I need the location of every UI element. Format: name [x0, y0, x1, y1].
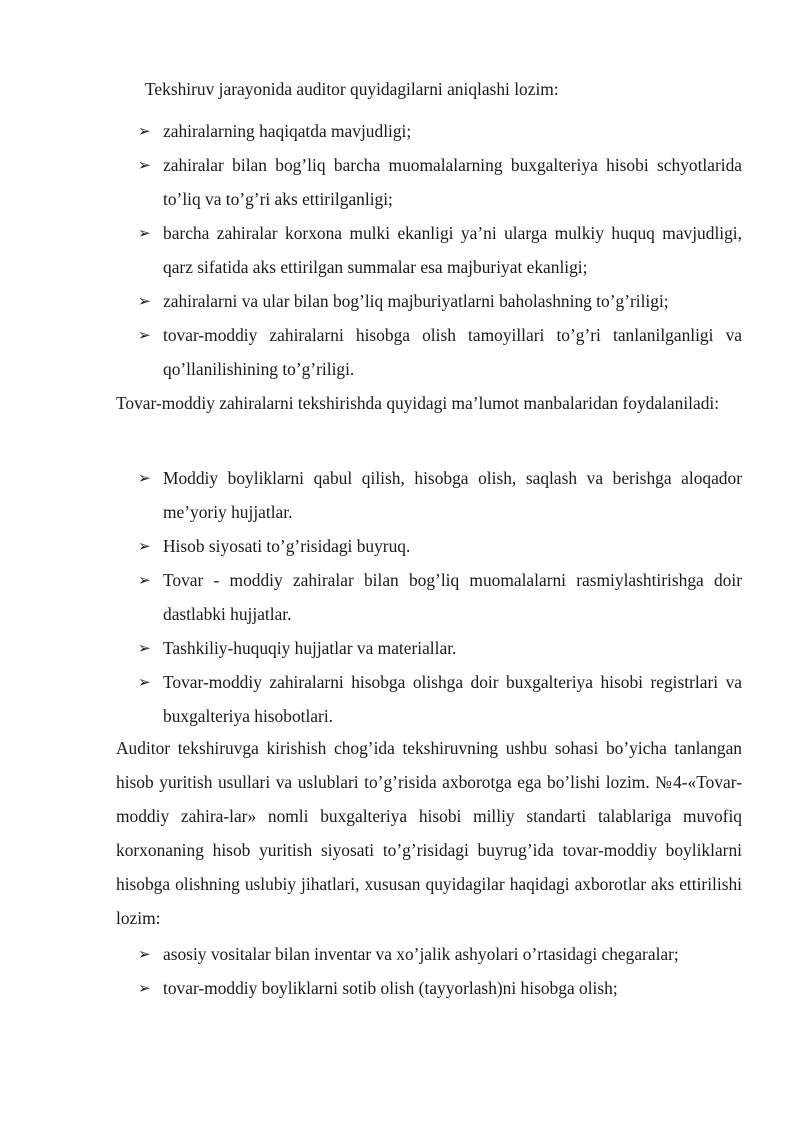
intro-paragraph: Tekshiruv jarayonida auditor quyidagilarni aniqlashi lozim: [145, 79, 559, 99]
arrowhead-bullet-icon: ➢ [138, 639, 151, 657]
list-item: ➢ asosiy vositalar bilan inventar va xo’jalik ashyolari o’rtasidagi chegaralar; [116, 937, 742, 971]
arrowhead-bullet-icon: ➢ [138, 945, 151, 963]
auditor-paragraph: Auditor tekshiruvga kirishish chog’ida tekshiruvning ushbu sohasi bo’yicha tanlangan hisob yuritish usullari va uslublari to’g’risida axborotga ega bo’lishi lozim. №4-«Tovar-moddiy zahira-lar» nomli buxgalteriya hisobi milliy standarti talablariga muvofiq korxonaning hisob yuritish siyosati to’g’risidagi buyrug’ida tovar-moddiy boyliklarni hisobga olishning uslubiy jihatlari, xususan quyidagilar haqidagi axborotlar aks ettirilishi lozim: [116, 738, 742, 928]
arrowhead-bullet-icon: ➢ [138, 122, 151, 140]
arrowhead-bullet-icon: ➢ [138, 224, 151, 242]
list-item: ➢ Tovar-moddiy zahiralarni hisobga olishga doir buxgalteriya hisobi registrlari va buxgalteriya hisobotlari. [116, 665, 742, 733]
list-item: ➢ zahiralarni va ular bilan bog’liq majburiyatlarni baholashning to’g’riligi; [116, 284, 742, 318]
list-item: ➢ barcha zahiralar korxona mulki ekanligi ya’ni ularga mulkiy huquq mavjudligi, qarz sifatida aks ettirilgan summalar esa majburiyat ekanligi; [116, 216, 742, 284]
policy-items-list [116, 937, 742, 1005]
arrowhead-bullet-icon: ➢ [138, 979, 151, 997]
list-item: ➢ zahiralarning haqiqatda mavjudligi; [116, 114, 742, 148]
sources-paragraph: Tovar-moddiy zahiralarni tekshirishda quyidagi ma’lumot manbalaridan foydalaniladi: [116, 393, 720, 413]
arrowhead-bullet-icon: ➢ [138, 156, 151, 174]
arrowhead-bullet-icon: ➢ [138, 537, 151, 555]
list-item: ➢ tovar-moddiy boyliklarni sotib olish (tayyorlash)ni hisobga olish; [116, 971, 742, 1005]
audit-checklist [116, 114, 742, 386]
list-item: ➢ Tashkiliy-huquqiy hujjatlar va materiallar. [116, 631, 742, 665]
list-item: ➢ Moddiy boyliklarni qabul qilish, hisobga olish, saqlash va berishga aloqador me’yoriy hujjatlar. [116, 461, 742, 529]
arrowhead-bullet-icon: ➢ [138, 469, 151, 487]
arrowhead-bullet-icon: ➢ [138, 326, 151, 344]
information-sources-list [116, 461, 742, 733]
list-item: ➢ zahiralar bilan bog’liq barcha muomalalarning buxgalteriya hisobi schyotlarida to’liq va to’g’ri aks ettirilganligi; [116, 148, 742, 216]
arrowhead-bullet-icon: ➢ [138, 673, 151, 691]
arrowhead-bullet-icon: ➢ [138, 292, 151, 310]
list-item: ➢ Hisob siyosati to’g’risidagi buyruq. [116, 529, 742, 563]
arrowhead-bullet-icon: ➢ [138, 571, 151, 589]
list-item: ➢ tovar-moddiy zahiralarni hisobga olish tamoyillari to’g’ri tanlanilganligi va qo’llanilishining to’g’riligi. [116, 318, 742, 386]
list-item: ➢ Tovar - moddiy zahiralar bilan bog’liq muomalalarni rasmiylashtirishga doir dastlabki hujjatlar. [116, 563, 742, 631]
